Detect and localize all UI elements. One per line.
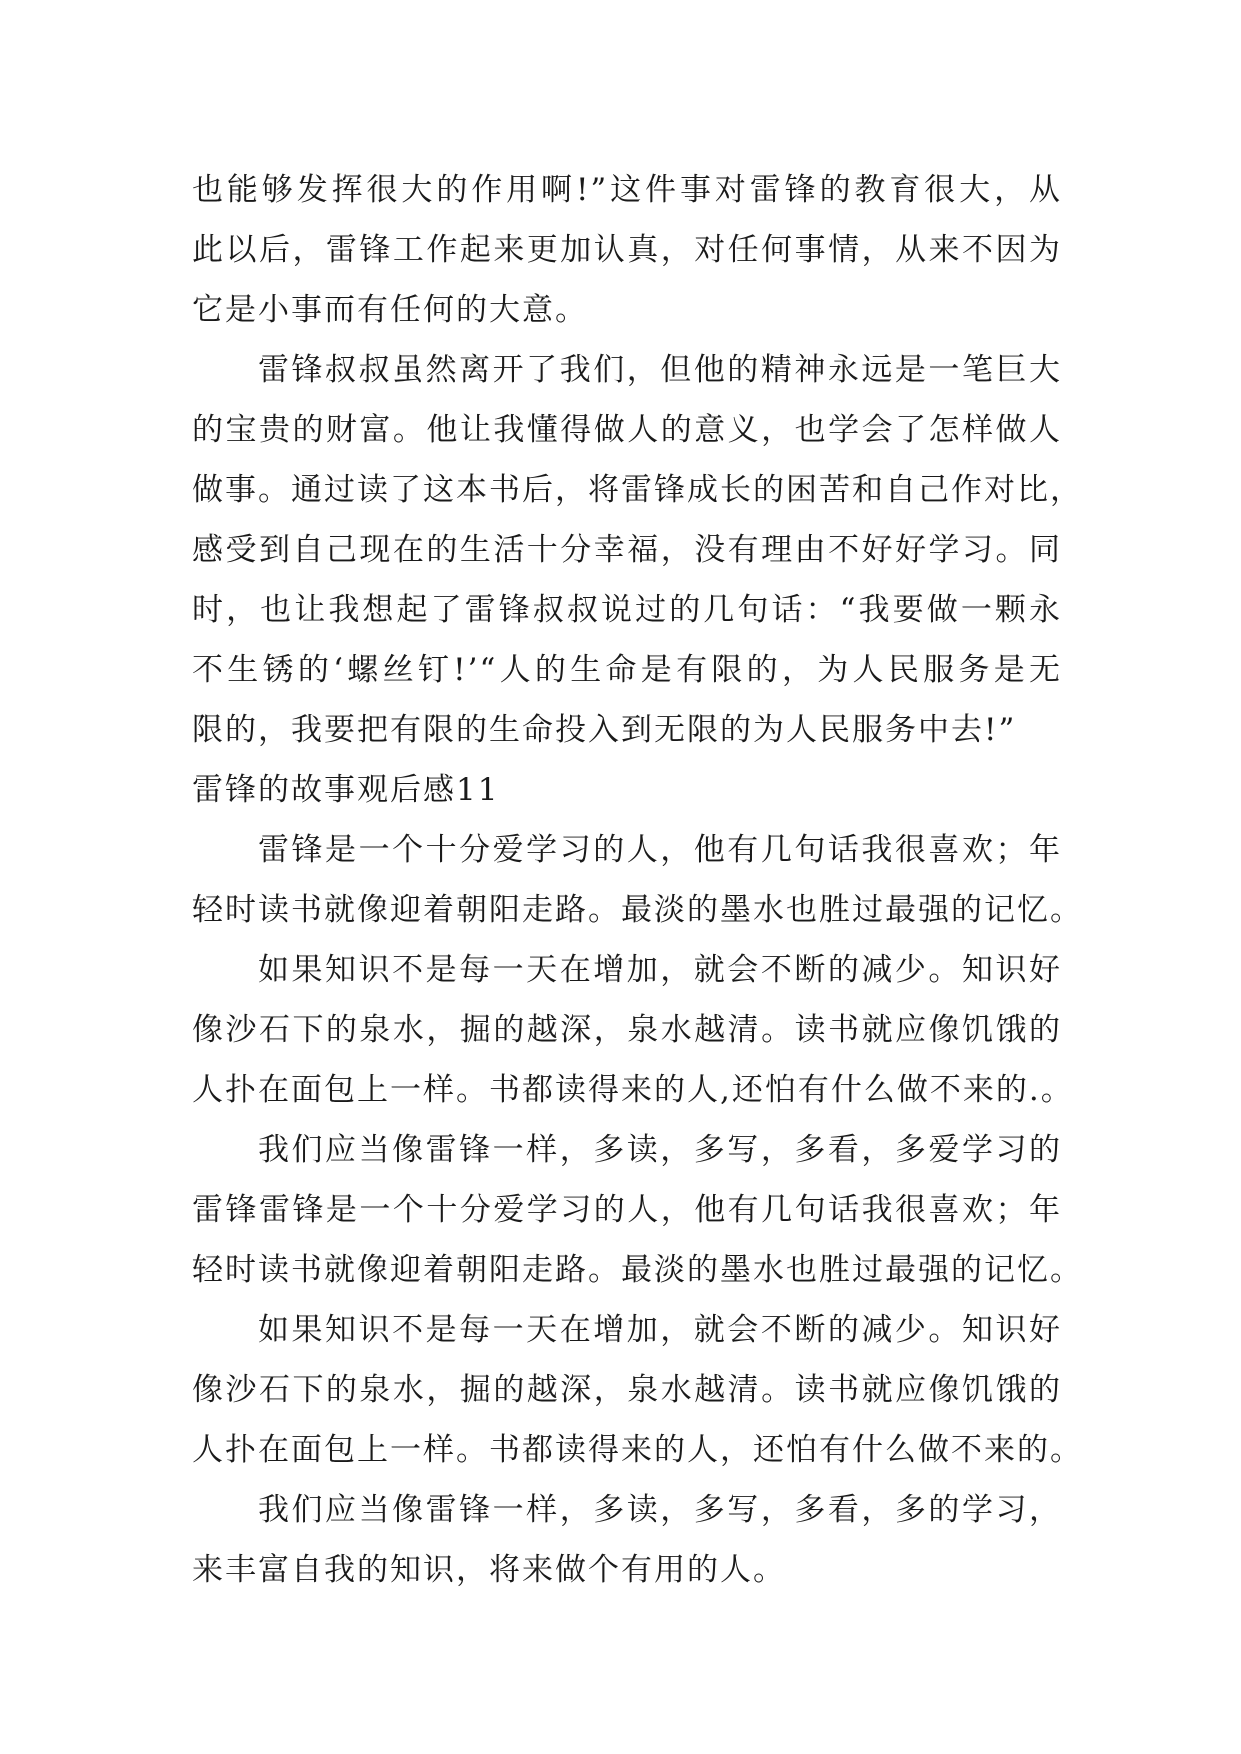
paragraph-first-line: 我们应当像雷锋一样，多读，多写，多看，多爱学习的: [258, 1132, 1062, 1168]
text-line: 不生锈的‘螺丝钉!’“人的生命是有限的，为人民服务是无: [192, 652, 1062, 688]
document-body: [192, 160, 1083, 1600]
text-line: 也能够发挥很大的作用啊!”这件事对雷锋的教育很大，从: [192, 172, 1062, 208]
text-line: 来丰富自我的知识，将来做个有用的人。: [192, 1552, 786, 1588]
text-line: 它是小事而有任何的大意。: [192, 292, 588, 328]
text-line: 人扑在面包上一样。书都读得来的人,还怕有什么做不来的.。: [192, 1072, 1074, 1108]
paragraph-first-line: 我们应当像雷锋一样，多读，多写，多看，多的学习，: [258, 1492, 1062, 1528]
text-line: 感受到自己现在的生活十分幸福，没有理由不好好学习。同: [192, 532, 1062, 568]
paragraph-first-line: 雷锋叔叔虽然离开了我们，但他的精神永远是一笔巨大: [258, 352, 1062, 388]
text-line: 限的，我要把有限的生命投入到无限的为人民服务中去!”: [192, 712, 1017, 748]
section-heading: 雷锋的故事观后感11: [192, 772, 500, 808]
text-line: 人扑在面包上一样。书都读得来的人，还怕有什么做不来的。: [192, 1432, 1083, 1468]
text-line: 轻时读书就像迎着朝阳走路。最淡的墨水也胜过最强的记忆。: [192, 892, 1083, 928]
text-line: 雷锋雷锋是一个十分爱学习的人，他有几句话我很喜欢；年: [192, 1192, 1062, 1228]
text-line: 轻时读书就像迎着朝阳走路。最淡的墨水也胜过最强的记忆。: [192, 1252, 1083, 1288]
text-line: 做事。通过读了这本书后，将雷锋成长的困苦和自己作对比，: [192, 472, 1083, 508]
paragraph-first-line: 如果知识不是每一天在增加，就会不断的减少。知识好: [258, 1312, 1062, 1348]
text-line: 像沙石下的泉水，掘的越深，泉水越清。读书就应像饥饿的: [192, 1012, 1062, 1048]
paragraph-first-line: 如果知识不是每一天在增加，就会不断的减少。知识好: [258, 952, 1062, 988]
text-line: 的宝贵的财富。他让我懂得做人的意义，也学会了怎样做人: [192, 412, 1062, 448]
text-line: 时，也让我想起了雷锋叔叔说过的几句话：“我要做一颗永: [192, 592, 1062, 628]
text-line: 此以后，雷锋工作起来更加认真，对任何事情，从来不因为: [192, 232, 1062, 268]
text-line: 像沙石下的泉水，掘的越深，泉水越清。读书就应像饥饿的: [192, 1372, 1062, 1408]
paragraph-first-line: 雷锋是一个十分爱学习的人，他有几句话我很喜欢；年: [258, 832, 1062, 868]
